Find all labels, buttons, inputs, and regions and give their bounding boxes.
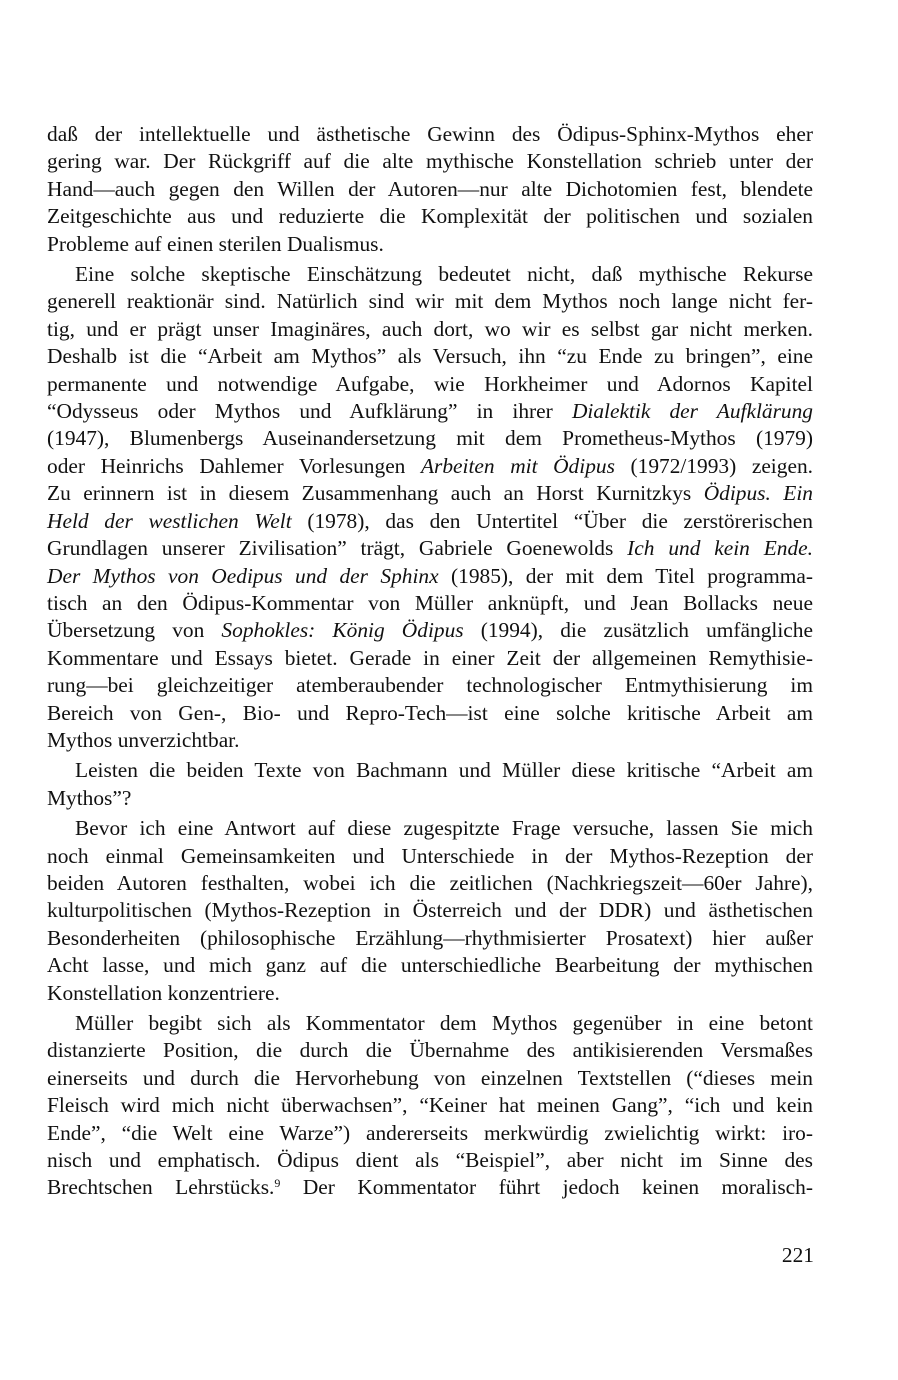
text-line: Bereich von Gen-, Bio- und Repro-Tech—ist eine solche kritische Arbeit am [47, 700, 813, 725]
book-title: Der Mythos von Oedipus und der Sphinx [47, 563, 439, 588]
text-line: oder Heinrichs Dahlemer Vorlesungen Arbeiten mit Ödipus (1972/1993) zeigen. [47, 453, 813, 478]
text-line: Deshalb ist die “Arbeit am Mythos” als Versuch, ihn “zu Ende zu bringen”, eine [47, 344, 813, 369]
book-title: Held der westlichen Welt [47, 508, 292, 533]
text-line: Held der westlichen Welt (1978), das den Untertitel “Über die zerstörerischen [47, 508, 813, 533]
text-line: Übersetzung von Sophokles: König Ödipus (1994), die zusätzlich umfängliche [47, 618, 813, 643]
text-line: Leisten die beiden Texte von Bachmann und Müller diese kritische “Arbeit am [75, 758, 813, 783]
text-line: tig, und er prägt unser Imaginäres, auch dort, wo wir es selbst gar nicht merken. [47, 316, 813, 341]
text-line: Der Mythos von Oedipus und der Sphinx (1985), der mit dem Titel programma- [47, 563, 813, 588]
text-line: Acht lasse, und mich ganz auf die unterschiedliche Bearbeitung der mythischen [47, 953, 813, 978]
paragraph [47, 1010, 813, 1202]
text-line: permanente und notwendige Aufgabe, wie Horkheimer und Adornos Kapitel [47, 371, 813, 396]
book-title: Sophokles: König Ödipus [221, 618, 464, 643]
text-line: Zeitgeschichte aus und reduzierte die Komplexität der politischen und sozialen [47, 204, 813, 229]
text-line: daß der intellektuelle und ästhetische Gewinn des Ödipus-Sphinx-Mythos eher [47, 122, 813, 146]
text-line: nisch und emphatisch. Ödipus dient als “Beispiel”, aber nicht im Sinne des [47, 1148, 813, 1173]
text-line: Brechtschen Lehrstücks.$^9$ Der Kommentator führt jedoch keinen moralisch- [47, 1175, 813, 1200]
text-line: generell reaktionär sind. Natürlich sind wir mit dem Mythos noch lange nicht fer- [47, 289, 813, 314]
text-line: Fleisch wird mich nicht überwachsen”, “Keiner hat meinen Gang”, “ich und kein [47, 1093, 813, 1118]
text-line: Mythos”? [47, 785, 132, 810]
page-number: 221 [781, 1243, 814, 1267]
text-line: tisch an den Ödipus-Kommentar von Müller anknüpft, und Jean Bollacks neue [47, 590, 813, 615]
footnote-marker[interactable]: 9 [274, 1176, 281, 1191]
book-title: Arbeiten mit Ödipus [420, 453, 615, 478]
text-line: Ende”, “die Welt eine Warze”) andererseits merkwürdig zwielichtig wirkt: iro- [47, 1120, 813, 1145]
text-line: distanzierte Position, die durch die Übernahme des antikisierenden Versmaßes [47, 1038, 813, 1063]
text-line: Kommentare und Essays bietet. Gerade in einer Zeit der allgemeinen Remythisie- [47, 645, 813, 670]
text-line: Bevor ich eine Antwort auf diese zugespitzte Frage versuche, lassen Sie mich [75, 816, 813, 841]
text-line: Probleme auf einen sterilen Dualismus. [47, 231, 384, 256]
text-line: beiden Autoren festhalten, wobei ich die zeitlichen (Nachkriegszeit—60er Jahre), [47, 870, 813, 895]
body-text [47, 121, 813, 1202]
text-line: einerseits und durch die Hervorhebung von einzelnen Textstellen (“dieses mein [47, 1065, 813, 1090]
text-line: Hand—auch gegen den Willen der Autoren—nur alte Dichotomien fest, blendete [47, 176, 813, 201]
text-line: Konstellation konzentriere. [47, 980, 280, 1005]
text-line: “Odysseus oder Mythos und Aufklärung” in ihrer Dialektik der Aufklärung [47, 399, 814, 424]
text-line: Grundlagen unserer Zivilisation” trägt, Gabriele Goenewolds Ich und kein Ende. [47, 536, 813, 561]
text-line: rung—bei gleichzeitiger atemberaubender technologischer Entmythisierung im [47, 673, 813, 698]
text-line: Mythos unverzichtbar. [47, 727, 240, 752]
text-line: gering war. Der Rückgriff auf die alte mythische Konstellation schrieb unter der [47, 149, 813, 174]
book-title: Dialektik der Aufklärung [571, 399, 814, 424]
text-line: noch einmal Gemeinsamkeiten und Unterschiede in der Mythos-Rezeption der [47, 843, 813, 868]
paragraph [47, 121, 813, 258]
book-title: Ödipus. Ein [703, 481, 814, 506]
book-title: Ich und kein Ende. [627, 536, 813, 561]
text-line: (1947), Blumenbergs Auseinandersetzung mit dem Prometheus-Mythos (1979) [47, 426, 813, 451]
text-line: Zu erinnern ist in diesem Zusammenhang auch an Horst Kurnitzkys Ödipus. Ein [47, 481, 814, 506]
paragraph [47, 757, 813, 812]
text-line: Eine solche skeptische Einschätzung bedeutet nicht, daß mythische Rekurse [75, 262, 813, 287]
paragraph [47, 815, 813, 1007]
text-line: Müller begibt sich als Kommentator dem Mythos gegenüber in eine betont [75, 1011, 813, 1035]
text-line: Besonderheiten (philosophische Erzählung—rhythmisierter Prosatext) hier außer [47, 925, 813, 950]
text-line: kulturpolitischen (Mythos-Rezeption in Österreich und der DDR) und ästhetischen [47, 898, 813, 923]
paragraph [47, 261, 813, 754]
